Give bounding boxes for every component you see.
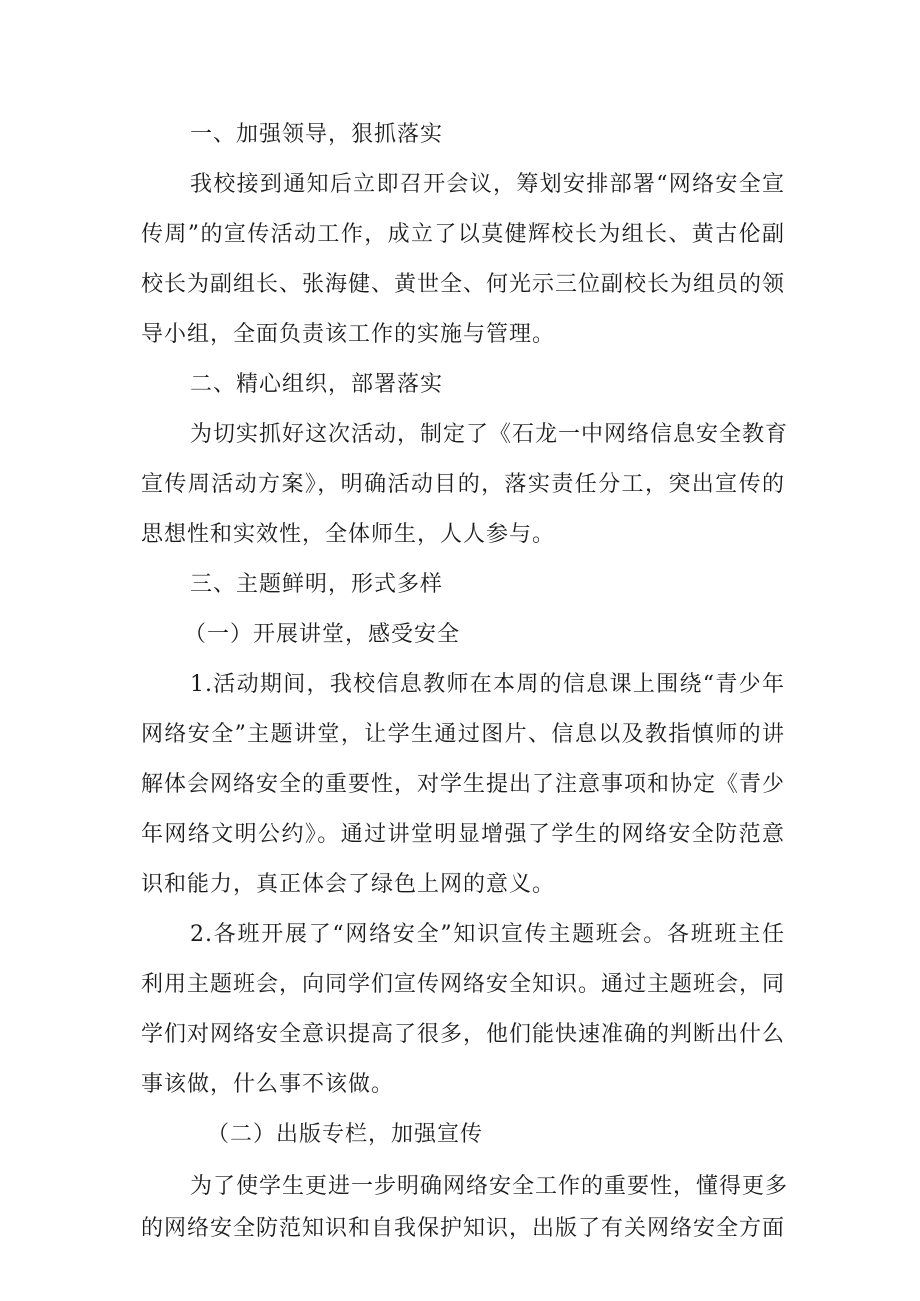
paragraph-line: 2.各班开展了“网络安全”知识宣传主题班会。各班班主任 [190,922,785,947]
paragraph-line: 传周”的宣传活动工作，成立了以莫健辉校长为组长、黄古伦副 [141,222,785,247]
section-heading-1: 一、加强领导，狠抓落实 [190,122,444,147]
paragraph-line: 思想性和实效性，全体师生，人人参与。 [141,522,556,547]
paragraph-line: 事该做，什么事不该做。 [141,1072,395,1097]
subsection-heading-2: （二）出版专栏，加强宣传 [207,1122,484,1147]
document-body [141,110,789,1246]
section-heading-2: 二、精心组织，部署落实 [190,372,444,397]
paragraph-line: 的网络安全防范知识和自我保护知识，出版了有关网络安全方面 [141,1216,786,1241]
paragraph-line: 学们对网络安全意识提高了很多，他们能快速准确的判断出什么 [141,1022,786,1047]
paragraph-line: 为了使学生更进一步明确网络安全工作的重要性，懂得更多 [190,1174,789,1199]
paragraph-line: 利用主题班会，向同学们宣传网络安全知识。通过主题班会，同 [141,972,786,997]
paragraph-line: 网络安全”主题讲堂，让学生通过图片、信息以及教指慎师的讲 [141,722,785,747]
paragraph-line: 校长为副组长、张海健、黄世全、何光示三位副校长为组员的领 [141,272,786,297]
paragraph-line: 解体会网络安全的重要性，对学生提出了注意事项和协定《青少 [141,772,786,797]
paragraph-line: 1.活动期间，我校信息教师在本周的信息课上围绕“青少年 [190,672,785,697]
paragraph-line: 年网络文明公约》。通过讲堂明显增强了学生的网络安全防范意 [141,822,785,847]
paragraph-line: 导小组，全面负责该工作的实施与管理。 [141,322,556,347]
paragraph-line: 宣传周活动方案》，明确活动目的，落实责任分工，突出宣传的 [141,472,785,497]
subsection-heading-1: （一）开展讲堂，感受安全 [184,622,461,647]
paragraph-line: 为切实抓好这次活动，制定了《石龙一中网络信息安全教育 [190,422,789,447]
section-heading-3: 三、主题鲜明，形式多样 [190,572,444,597]
paragraph-line: 识和能力，真正体会了绿色上网的意义。 [141,872,556,897]
paragraph-line: 我校接到通知后立即召开会议，筹划安排部署“网络安全宣 [190,172,785,197]
